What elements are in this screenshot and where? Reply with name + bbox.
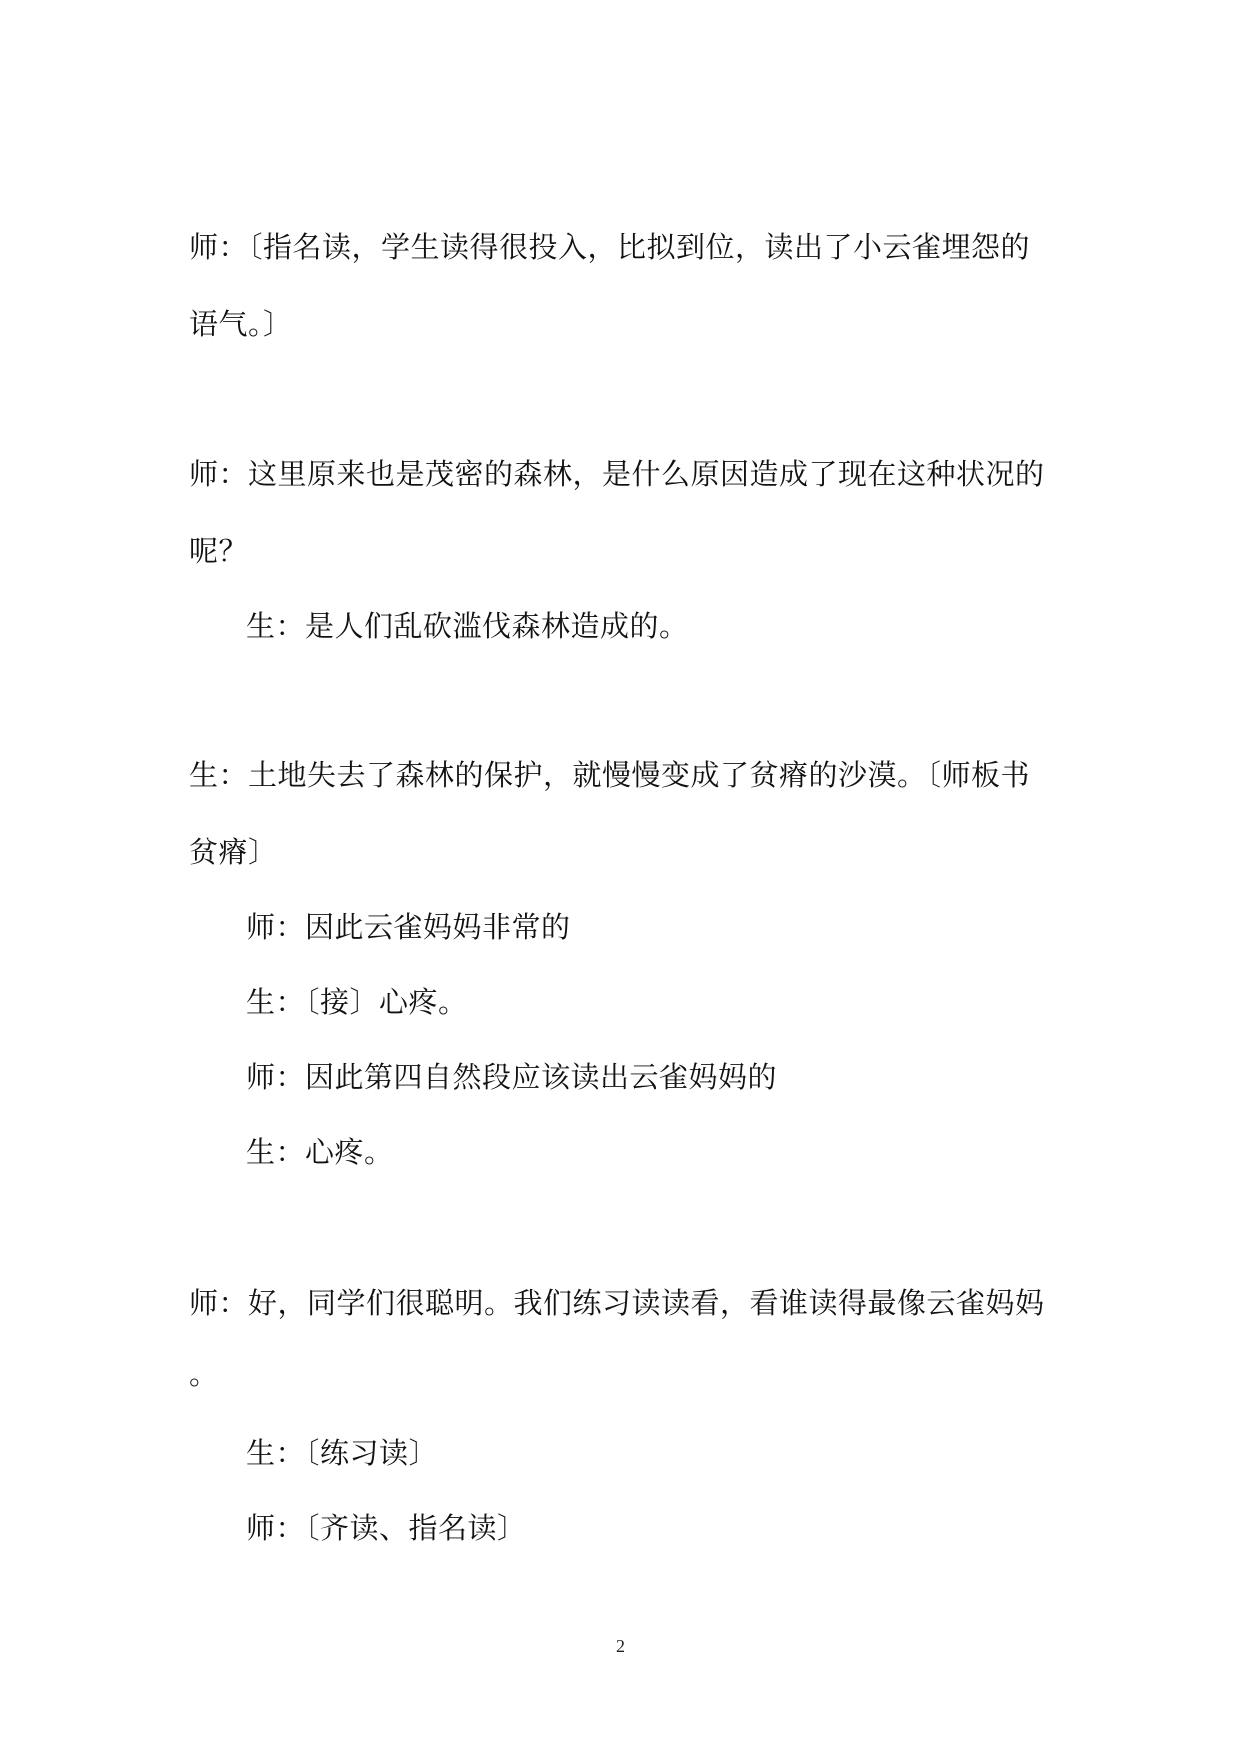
paragraph-line: 呢？: [189, 534, 249, 568]
paragraph-line: 生：是人们乱砍滥伐森林造成的。: [246, 609, 689, 643]
paragraph-line: 师：好，同学们很聪明。我们练习读读看，看谁读得最像云雀妈妈: [189, 1286, 1045, 1320]
paragraph-line: 师：〔指名读，学生读得很投入，比拟到位，读出了小云雀埋怨的: [189, 230, 1031, 264]
paragraph-line: 生：〔接〕心疼。: [246, 985, 468, 1019]
paragraph-line: 生：〔练习读〕: [246, 1436, 439, 1470]
paragraph-line: 师：因此第四自然段应该读出云雀妈妈的: [246, 1060, 778, 1094]
paragraph-line: 师：这里原来也是茂密的森林，是什么原因造成了现在这种状况的: [189, 457, 1045, 491]
paragraph-line: 生：心疼。: [246, 1135, 394, 1169]
paragraph-line: 贫瘠〕: [189, 835, 278, 869]
paragraph-line: 。: [189, 1357, 219, 1391]
paragraph-line: 师：〔齐读、指名读〕: [246, 1511, 527, 1545]
paragraph-line: 语气。〕: [189, 307, 293, 341]
paragraph-line: 师：因此云雀妈妈非常的: [246, 910, 571, 944]
paragraph-line: 生：土地失去了森林的保护，就慢慢变成了贫瘠的沙漠。〔师板书: [189, 758, 1031, 792]
page-number: 2: [616, 1636, 625, 1656]
